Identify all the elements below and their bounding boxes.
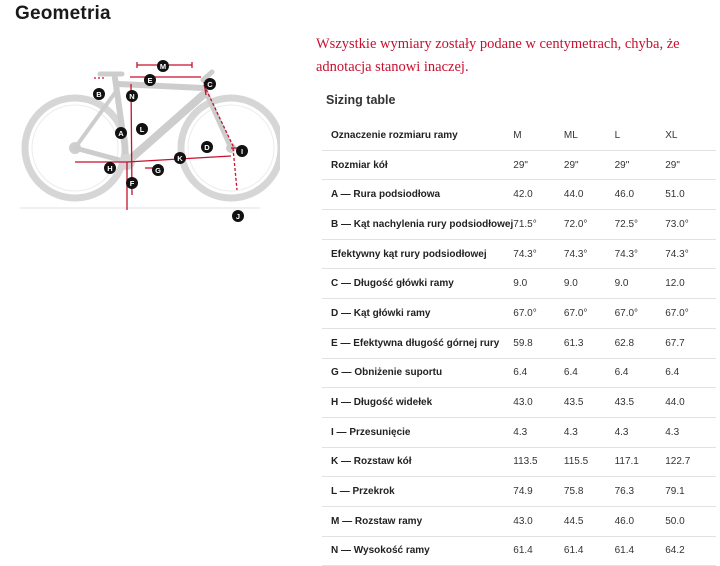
table-row: [322, 447, 716, 477]
table-row: [322, 477, 716, 507]
row-value: 61.4: [615, 536, 666, 566]
row-value: 29": [665, 150, 716, 180]
header-size-xl: XL: [665, 121, 716, 150]
badge-j: [232, 210, 244, 222]
badge-h: [104, 162, 116, 174]
row-label: G — Obniżenie suportu: [322, 358, 513, 388]
row-label: I — Przesunięcie: [322, 417, 513, 447]
row-value: 113.5: [513, 447, 564, 477]
row-label: A — Rura podsiodłowa: [322, 180, 513, 210]
table-row: [322, 150, 716, 180]
row-label: D — Kąt główki ramy: [322, 299, 513, 329]
row-value: 43.0: [513, 506, 564, 536]
row-value: 4.3: [513, 417, 564, 447]
row-value: 46.0: [615, 506, 666, 536]
row-value: 6.4: [513, 358, 564, 388]
row-value: 67.0°: [513, 299, 564, 329]
row-value: 43.0: [513, 388, 564, 418]
row-value: 122.7: [665, 447, 716, 477]
row-value: 61.3: [564, 328, 615, 358]
row-value: 42.0: [513, 180, 564, 210]
page-title: Geometria: [15, 3, 111, 24]
badge-i: [236, 145, 248, 157]
table-row: [322, 180, 716, 210]
bike-geometry-diagram: [20, 50, 280, 230]
table-row: [322, 388, 716, 418]
table-caption: Sizing table: [326, 93, 396, 107]
row-value: 4.3: [665, 417, 716, 447]
row-value: 67.0°: [615, 299, 666, 329]
table-row: [322, 536, 716, 566]
row-value: 44.0: [665, 388, 716, 418]
table-header-row: [322, 121, 716, 150]
sizing-table: [322, 121, 716, 566]
svg-text:M: M: [159, 62, 167, 71]
row-value: 6.4: [564, 358, 615, 388]
row-value: 9.0: [564, 269, 615, 299]
badge-l: [136, 123, 148, 135]
row-value: 72.0°: [564, 210, 615, 240]
svg-text:K: K: [177, 154, 183, 163]
table-row: [322, 269, 716, 299]
svg-text:E: E: [147, 76, 153, 85]
row-value: 12.0: [665, 269, 716, 299]
badge-d: [201, 141, 213, 153]
row-value: 29": [615, 150, 666, 180]
row-value: 6.4: [615, 358, 666, 388]
svg-text:N: N: [129, 92, 135, 101]
row-value: 9.0: [615, 269, 666, 299]
row-value: 74.9: [513, 477, 564, 507]
header-size-ml: ML: [564, 121, 615, 150]
svg-text:L: L: [139, 125, 145, 134]
badge-g: [152, 164, 164, 176]
row-value: 43.5: [615, 388, 666, 418]
row-label: H — Długość widełek: [322, 388, 513, 418]
row-label: N — Wysokość ramy: [322, 536, 513, 566]
row-label: E — Efektywna długość górnej rury: [322, 328, 513, 358]
row-value: 44.5: [564, 506, 615, 536]
row-value: 72.5°: [615, 210, 666, 240]
row-value: 4.3: [615, 417, 666, 447]
row-value: 43.5: [564, 388, 615, 418]
svg-text:G: G: [155, 166, 161, 175]
row-value: 79.1: [665, 477, 716, 507]
header-size-m: M: [513, 121, 564, 150]
row-value: 62.8: [615, 328, 666, 358]
row-value: 51.0: [665, 180, 716, 210]
row-value: 115.5: [564, 447, 615, 477]
row-label: B — Kąt nachylenia rury podsiodłowej: [322, 210, 513, 240]
row-value: 6.4: [665, 358, 716, 388]
row-value: 64.2: [665, 536, 716, 566]
badge-c: [204, 78, 216, 90]
svg-text:A: A: [118, 129, 124, 138]
badge-b: [93, 88, 105, 100]
row-value: 67.0°: [665, 299, 716, 329]
row-value: 71.5°: [513, 210, 564, 240]
row-label: M — Rozstaw ramy: [322, 506, 513, 536]
row-value: 117.1: [615, 447, 666, 477]
row-value: 76.3: [615, 477, 666, 507]
badge-f: [126, 177, 138, 189]
row-value: 44.0: [564, 180, 615, 210]
row-value: 59.8: [513, 328, 564, 358]
badge-m: [157, 60, 169, 72]
row-value: 67.0°: [564, 299, 615, 329]
row-value: 4.3: [564, 417, 615, 447]
table-row: [322, 417, 716, 447]
svg-text:C: C: [207, 80, 213, 89]
table-row: [322, 358, 716, 388]
row-value: 74.3°: [513, 239, 564, 269]
svg-text:F: F: [129, 179, 135, 188]
row-label: C — Długość główki ramy: [322, 269, 513, 299]
table-row: [322, 299, 716, 329]
row-value: 61.4: [564, 536, 615, 566]
svg-text:D: D: [204, 143, 210, 152]
row-label: L — Przekrok: [322, 477, 513, 507]
row-label: K — Rozstaw kół: [322, 447, 513, 477]
row-label: Rozmiar kół: [322, 150, 513, 180]
row-value: 50.0: [665, 506, 716, 536]
table-row: [322, 506, 716, 536]
badge-e: [144, 74, 156, 86]
row-value: 29": [513, 150, 564, 180]
svg-text:I: I: [240, 147, 244, 156]
table-row: [322, 210, 716, 240]
units-note: Wszystkie wymiary zostały podane w centymetrach, chyba, że adnotacja stanowi inaczej.: [316, 36, 680, 75]
table-row: [322, 328, 716, 358]
row-label: Efektywny kąt rury podsiodłowej: [322, 239, 513, 269]
badge-k: [174, 152, 186, 164]
svg-text:B: B: [96, 90, 102, 99]
header-label: Oznaczenie rozmiaru ramy: [322, 121, 513, 150]
row-value: 74.3°: [665, 239, 716, 269]
badge-a: [115, 127, 127, 139]
row-value: 74.3°: [615, 239, 666, 269]
row-value: 73.0°: [665, 210, 716, 240]
row-value: 46.0: [615, 180, 666, 210]
row-value: 9.0: [513, 269, 564, 299]
badge-n: [126, 90, 138, 102]
row-value: 75.8: [564, 477, 615, 507]
table-row: [322, 239, 716, 269]
header-size-l: L: [615, 121, 666, 150]
row-value: 74.3°: [564, 239, 615, 269]
row-value: 29": [564, 150, 615, 180]
row-value: 67.7: [665, 328, 716, 358]
svg-text:H: H: [107, 164, 113, 173]
svg-text:J: J: [235, 212, 241, 221]
row-value: 61.4: [513, 536, 564, 566]
